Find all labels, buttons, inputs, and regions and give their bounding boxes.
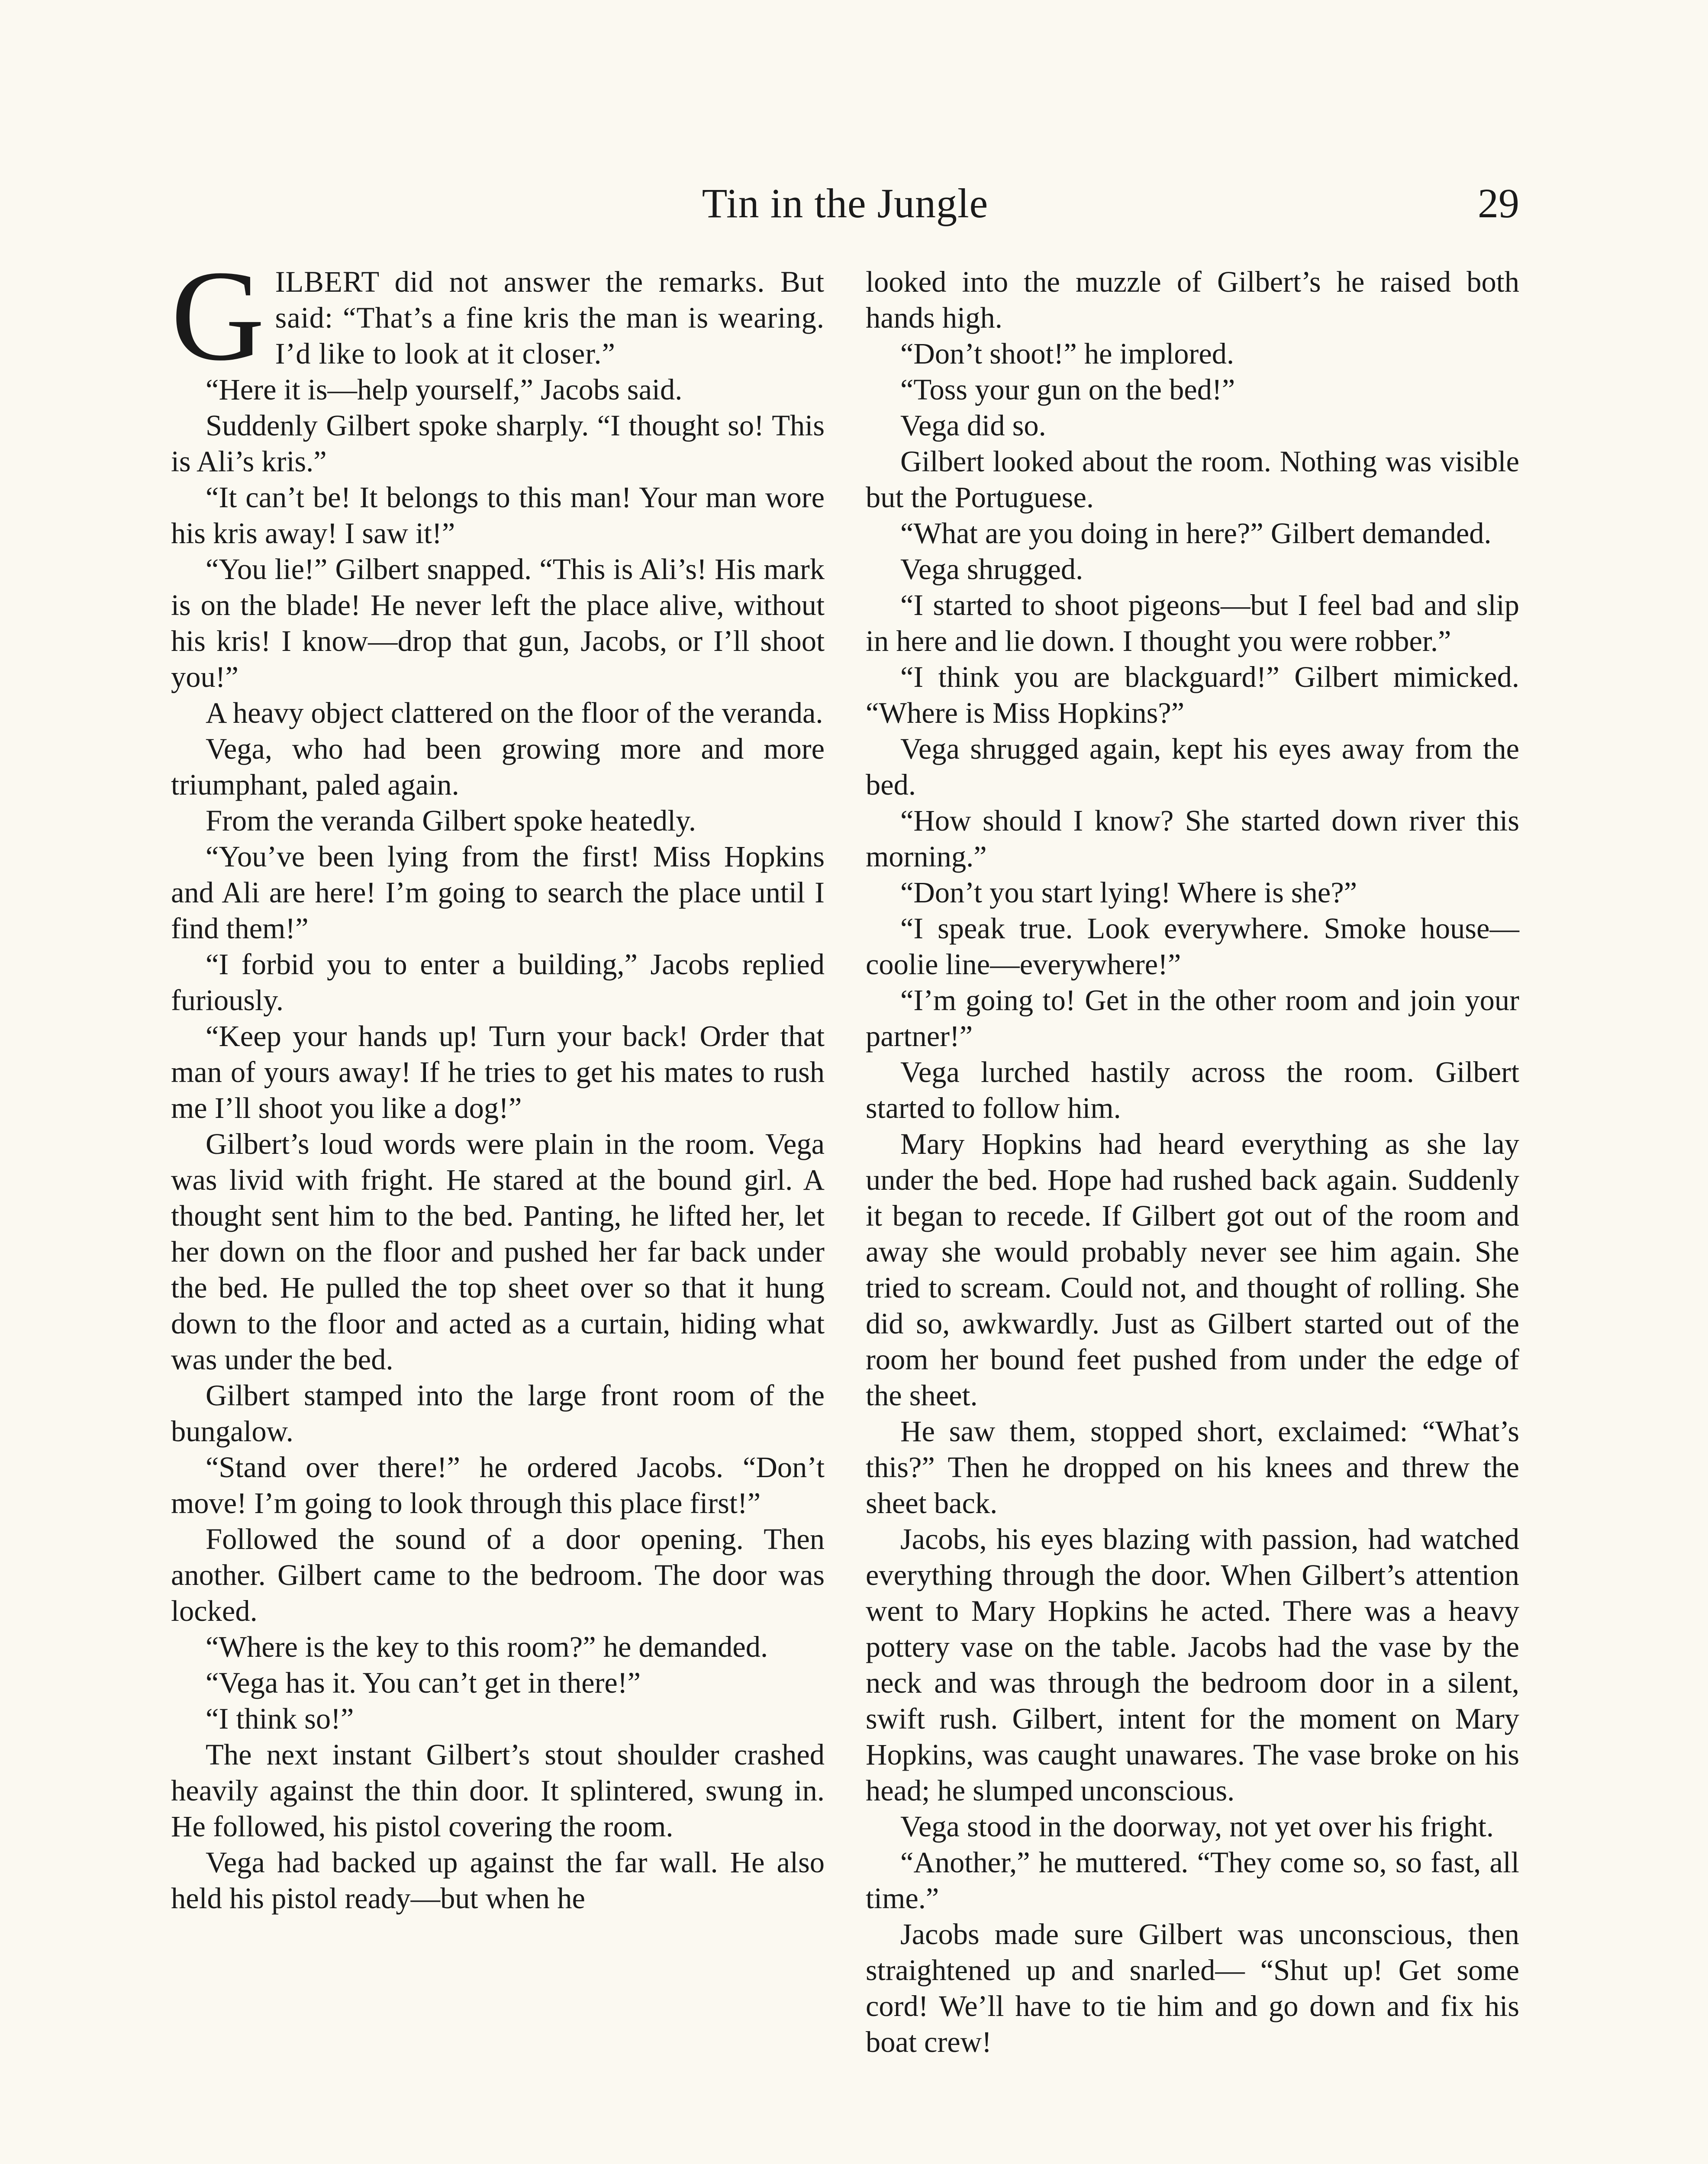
- paragraph: Gilbert’s loud words were plain in the room. Vega was livid with fright. He stared at the bound girl. A thought sent him to the bed. Panting, he lifted her, let her down on the floor and pushed her far back under the bed. He pulled the top sheet over so that it hung down to the floor and acted as a curtain, hiding what was under the bed.: [171, 1127, 825, 1376]
- running-title: Tin in the Jungle: [702, 180, 989, 226]
- paragraph: “Keep your hands up! Turn your back! Order that man of yours away! If he tries to get his mates to rush me I’ll shoot you like a dog!”: [171, 1020, 825, 1124]
- paragraph: “Toss your gun on the bed!”: [900, 373, 1235, 406]
- paragraph: Vega shrugged.: [900, 553, 1083, 586]
- paragraph: Vega lurched hastily across the room. Gilbert started to follow him.: [866, 1056, 1519, 1124]
- paragraph: “Don’t you start lying! Where is she?”: [900, 876, 1357, 909]
- paragraph: “Vega has it. You can’t get in there!”: [206, 1666, 641, 1699]
- paragraph: Vega had backed up against the far wall. He also held his pistol ready—but when he: [171, 1846, 825, 1915]
- paragraph: “I started to shoot pigeons—but I feel bad and slip in here and lie down. I thought you were robber.”: [866, 589, 1519, 657]
- paragraph: Gilbert looked about the room. Nothing was visible but the Portuguese.: [866, 445, 1519, 514]
- paragraph: “I think so!”: [206, 1702, 354, 1735]
- paragraph: Vega did so.: [900, 409, 1046, 442]
- drop-cap: G: [171, 244, 265, 387]
- right-column: [866, 264, 1519, 2060]
- paragraph: “Don’t shoot!” he implored.: [900, 337, 1234, 370]
- paragraph: “It can’t be! It belongs to this man! Your man wore his kris away! I saw it!”: [171, 481, 825, 550]
- left-column: [171, 244, 825, 1916]
- paragraph: He saw them, stopped short, exclaimed: “What’s this?” Then he dropped on his knees and threw the sheet back.: [866, 1415, 1519, 1520]
- paragraph: Vega shrugged again, kept his eyes away from the bed.: [866, 732, 1519, 801]
- paragraph: “I think you are blackguard!” Gilbert mimicked. “Where is Miss Hopkins?”: [866, 660, 1519, 729]
- paragraph: A heavy object clattered on the floor of the veranda.: [206, 696, 823, 729]
- paragraph: “Where is the key to this room?” he demanded.: [206, 1630, 768, 1663]
- opening-paragraph-text: ILBERT did not answer the remarks. But said: “That’s a fine kris the man is wearing. I’d like to look at it closer.”: [275, 265, 825, 370]
- paragraph: “You’ve been lying from the first! Miss Hopkins and Ali are here! I’m going to search the place until I find them!”: [171, 840, 825, 945]
- paragraph: Gilbert stamped into the large front room of the bungalow.: [171, 1379, 825, 1448]
- paragraph: The next instant Gilbert’s stout shoulder crashed heavily against the thin door. It splintered, swung in. He followed, his pistol covering the room.: [171, 1738, 825, 1843]
- paragraph: Vega stood in the doorway, not yet over his fright.: [900, 1810, 1494, 1843]
- paragraph: “Another,” he muttered. “They come so, so fast, all time.”: [866, 1846, 1519, 1915]
- page-number: 29: [1478, 180, 1519, 226]
- continuation-paragraph: looked into the muzzle of Gilbert’s he raised both hands high.: [866, 265, 1519, 334]
- paragraph: “I speak true. Look everywhere. Smoke house—coolie line—everywhere!”: [866, 912, 1519, 981]
- paragraph: Suddenly Gilbert spoke sharply. “I thought so! This is Ali’s kris.”: [171, 409, 825, 478]
- paragraph: “I forbid you to enter a building,” Jacobs replied furiously.: [171, 948, 825, 1017]
- paragraph: “Here it is—help yourself,” Jacobs said.: [206, 373, 683, 406]
- paragraph: “I’m going to! Get in the other room and join your partner!”: [866, 984, 1519, 1053]
- paragraph: From the veranda Gilbert spoke heatedly.: [206, 804, 696, 837]
- paragraph: Followed the sound of a door opening. Then another. Gilbert came to the bedroom. The door was locked.: [171, 1523, 825, 1627]
- paragraph: Mary Hopkins had heard everything as she lay under the bed. Hope had rushed back again. Suddenly it began to recede. If Gilbert got out of the room and away she would probably never see him again. She tried to scream. Could not, and thought of rolling. She did so, awkwardly. Just as Gilbert started out of the room her bound feet pushed from under the edge of the sheet.: [866, 1127, 1519, 1412]
- paragraph: Jacobs, his eyes blazing with passion, had watched everything through the door. When Gilbert’s attention went to Mary Hopkins he acted. There was a heavy pottery vase on the table. Jacobs had the vase by the neck and was through the bedroom door in a silent, swift rush. Gilbert, intent for the moment on Mary Hopkins, was caught unawares. The vase broke on his head; he slumped unconscious.: [866, 1523, 1519, 1807]
- paragraph: Jacobs made sure Gilbert was unconscious, then straightened up and snarled— “Shut up! Get some cord! We’ll have to tie him and go down and fix his boat crew!: [866, 1918, 1519, 2058]
- opening-paragraph: [171, 244, 825, 387]
- page-header: [171, 173, 1519, 234]
- paragraph: “You lie!” Gilbert snapped. “This is Ali’s! His mark is on the blade! He never left the place alive, without his kris! I know—drop that gun, Jacobs, or I’ll shoot you!”: [171, 553, 825, 693]
- paragraph: “Stand over there!” he ordered Jacobs. “Don’t move! I’m going to look through this place first!”: [171, 1451, 825, 1520]
- paragraph: “What are you doing in here?” Gilbert demanded.: [900, 517, 1492, 550]
- paragraph: “How should I know? She started down river this morning.”: [866, 804, 1519, 873]
- paragraph: Vega, who had been growing more and more triumphant, paled again.: [171, 732, 825, 801]
